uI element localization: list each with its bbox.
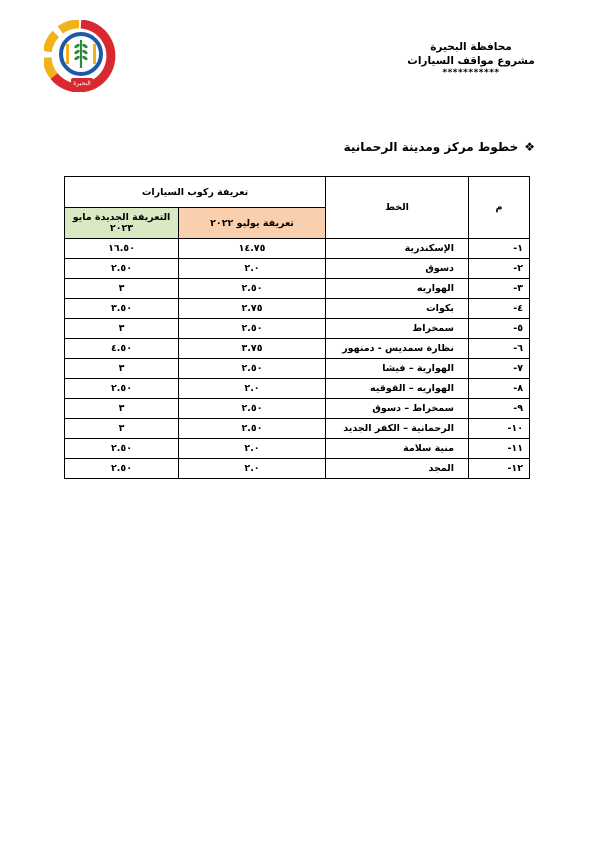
table-row — [65, 379, 530, 399]
row-new-fare: ٤.٥٠ — [65, 339, 179, 359]
table-row — [65, 399, 530, 419]
row-num: ٧- — [469, 359, 530, 379]
table-row — [65, 279, 530, 299]
row-num: ٤- — [469, 299, 530, 319]
header-num: م — [469, 177, 530, 239]
row-line: نظارة سمديس - دمنهور — [326, 339, 469, 359]
row-num: ١٢- — [469, 459, 530, 479]
row-new-fare: ٣.٥٠ — [65, 299, 179, 319]
table-row — [65, 339, 530, 359]
table-row — [65, 319, 530, 339]
row-num: ٣- — [469, 279, 530, 299]
row-num: ١٠- — [469, 419, 530, 439]
table-row — [65, 439, 530, 459]
table-row — [65, 419, 530, 439]
header-stars: *********** — [442, 68, 500, 78]
diamond-bullet-icon: ❖ — [524, 140, 535, 154]
header-line: الخط — [326, 177, 469, 239]
row-line: دسوق — [326, 259, 469, 279]
header-new-fare: التعريفة الجديدة مايو ٢٠٢٣ — [65, 208, 179, 239]
row-old-fare: ٢.٥٠ — [179, 359, 326, 379]
row-old-fare: ١٤.٧٥ — [179, 239, 326, 259]
row-line: سمخراط – دسوق — [326, 399, 469, 419]
row-line: الهواريه – القوقيه — [326, 379, 469, 399]
row-old-fare: ٢.٠ — [179, 259, 326, 279]
row-new-fare: ٢.٥٠ — [65, 259, 179, 279]
section-title-text: خطوط مركز ومدينة الرحمانية — [343, 140, 519, 154]
row-new-fare: ٣ — [65, 319, 179, 339]
row-num: ١- — [469, 239, 530, 259]
fare-table — [64, 176, 530, 479]
row-old-fare: ٣.٧٥ — [179, 339, 326, 359]
table-header-row-1 — [65, 177, 530, 208]
governorate-logo — [44, 20, 118, 92]
row-num: ٦- — [469, 339, 530, 359]
row-new-fare: ٢.٥٠ — [65, 459, 179, 479]
row-old-fare: ٢.٧٥ — [179, 299, 326, 319]
table-row — [65, 359, 530, 379]
row-line: الرحمانية – الكفر الجديد — [326, 419, 469, 439]
document-header — [371, 40, 571, 78]
row-old-fare: ٢.٠ — [179, 379, 326, 399]
logo-emblem-icon — [44, 20, 118, 92]
row-old-fare: ٢.٥٠ — [179, 419, 326, 439]
table-row — [65, 459, 530, 479]
project-name: مشروع مواقف السيارات — [407, 55, 535, 67]
row-num: ٥- — [469, 319, 530, 339]
row-num: ١١- — [469, 439, 530, 459]
row-line: الهوارية – فيشا — [326, 359, 469, 379]
row-num: ٩- — [469, 399, 530, 419]
row-num: ٨- — [469, 379, 530, 399]
header-fare-group: تعريفة ركوب السيارات — [65, 177, 326, 208]
row-old-fare: ٢.٠ — [179, 439, 326, 459]
row-new-fare: ٢.٥٠ — [65, 439, 179, 459]
governorate-name: محافظة البحيرة — [430, 41, 512, 53]
row-new-fare: ٣ — [65, 399, 179, 419]
row-new-fare: ٣ — [65, 279, 179, 299]
table-row — [65, 259, 530, 279]
logo-text: البحيرة — [73, 80, 91, 87]
row-new-fare: ١٦.٥٠ — [65, 239, 179, 259]
row-new-fare: ٣ — [65, 419, 179, 439]
row-old-fare: ٢.٠ — [179, 459, 326, 479]
row-line: بكوات — [326, 299, 469, 319]
row-line: المجد — [326, 459, 469, 479]
header-old-fare: تعريفة يوليو ٢٠٢٢ — [179, 208, 326, 239]
row-new-fare: ٢.٥٠ — [65, 379, 179, 399]
row-line: سمخراط — [326, 319, 469, 339]
row-line: الهواريه — [326, 279, 469, 299]
row-old-fare: ٢.٥٠ — [179, 319, 326, 339]
row-old-fare: ٢.٥٠ — [179, 279, 326, 299]
row-num: ٢- — [469, 259, 530, 279]
section-title — [344, 140, 535, 154]
row-line: الإسكندرية — [326, 239, 469, 259]
row-line: منية سلامة — [326, 439, 469, 459]
table-row — [65, 299, 530, 319]
table-row — [65, 239, 530, 259]
row-new-fare: ٣ — [65, 359, 179, 379]
row-old-fare: ٢.٥٠ — [179, 399, 326, 419]
